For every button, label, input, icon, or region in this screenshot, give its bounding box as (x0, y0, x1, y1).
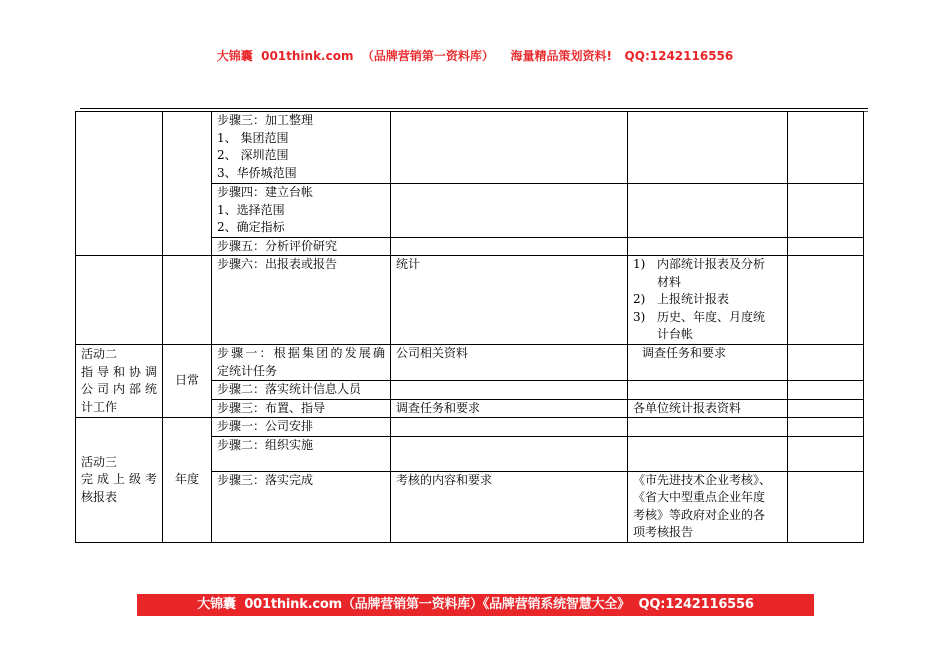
step-cell (212, 112, 391, 184)
activity-name-line: 核报表 (81, 489, 118, 504)
step-cell: 步骤三：落实完成 (212, 471, 391, 542)
freq-cell-empty (163, 256, 212, 345)
remark-cell (788, 399, 864, 418)
output-cell (628, 237, 788, 256)
step-line: 定统计任务 (217, 363, 278, 378)
remark-cell (788, 237, 864, 256)
step-cell: 步骤五：分析评价研究 (212, 237, 391, 256)
table-row (76, 345, 864, 381)
remark-cell (788, 112, 864, 184)
output-line: 《省大中型重点企业年度 (633, 490, 766, 504)
step-cell (212, 184, 391, 238)
activity2-name (76, 345, 163, 418)
step-cell: 步骤一：公司安排 (212, 418, 391, 437)
step-title: 步骤三：加工整理 (217, 113, 314, 127)
activity-name-line: 指导和协调 (81, 364, 157, 379)
input-cell (391, 237, 628, 256)
activity3-frequency: 年度 (163, 418, 212, 543)
step-cell: 步骤三：布置、指导 (212, 399, 391, 418)
step-cell: 步骤二：组织实施 (212, 436, 391, 471)
list-text: 内部统计报表及分析 (657, 257, 766, 271)
output-list-item (633, 256, 782, 291)
output-cell (628, 418, 788, 437)
activity-name-line: 活动三 (81, 454, 118, 469)
step-line: 2、确定指标 (217, 220, 285, 234)
freq-cell-empty (163, 112, 212, 256)
input-cell: 统计 (391, 256, 628, 345)
activity-name-line: 活动二 (81, 347, 118, 361)
table-row (76, 418, 864, 437)
activity-cell-empty (76, 256, 163, 345)
output-line: 考核》等政府对企业的各 (633, 507, 766, 522)
activity-name-line: 计工作 (81, 399, 118, 414)
remark-cell (788, 471, 864, 542)
input-cell: 公司相关资料 (391, 345, 628, 381)
activity-name-line: 公司内部统 (81, 382, 157, 396)
list-text: 历史、年度、月度统 (657, 309, 766, 324)
activity-cell-empty (76, 112, 163, 256)
step-line: 2、 深圳范围 (217, 148, 289, 162)
step-title: 步骤四：建立台帐 (217, 185, 314, 199)
header-rule (80, 108, 868, 109)
step-cell: 步骤二：落实统计信息人员 (212, 381, 391, 400)
list-number: 2) (633, 292, 646, 306)
output-cell (628, 112, 788, 184)
activity-table (75, 111, 864, 543)
output-cell (628, 184, 788, 238)
output-cell: 调查任务和要求 (628, 345, 788, 381)
footer-banner: 大锦囊 001think.com（品牌营销第一资料库）《品牌营销系统智慧大全》 QQ:1242116556 (137, 594, 814, 616)
remark-cell (788, 345, 864, 381)
step-line: 1、选择范围 (217, 202, 285, 217)
output-cell (628, 471, 788, 542)
output-cell (628, 256, 788, 345)
activity-name-line: 完成上级考 (81, 472, 157, 486)
input-cell (391, 184, 628, 238)
list-number: 3) (633, 309, 646, 324)
remark-cell (788, 381, 864, 400)
activity2-frequency: 日常 (163, 345, 212, 418)
table-row (76, 112, 864, 184)
output-line: 《市先进技术企业考核》、 (633, 472, 772, 487)
output-cell: 各单位统计报表资料 (628, 399, 788, 418)
remark-cell (788, 418, 864, 437)
remark-cell (788, 436, 864, 471)
step-line: 步骤一：根据集团的发展确 (217, 346, 385, 360)
header-banner: 大锦囊 001think.com （品牌营销第一资料库） 海量精品策划资料! QQ:1242116556 (216, 49, 734, 63)
input-cell (391, 418, 628, 437)
list-number: 1) (633, 257, 646, 271)
list-text: 上报统计报表 (657, 292, 730, 306)
step-cell: 步骤六：出报表或报告 (212, 256, 391, 345)
input-cell: 考核的内容和要求 (391, 471, 628, 542)
step-cell (212, 345, 391, 381)
remark-cell (788, 256, 864, 345)
table-row (76, 256, 864, 345)
input-cell (391, 381, 628, 400)
output-list-item (633, 309, 782, 344)
output-cell (628, 381, 788, 400)
output-list-item (633, 291, 782, 309)
remark-cell (788, 184, 864, 238)
step-line: 3、华侨城范围 (217, 165, 297, 180)
input-cell: 调查任务和要求 (391, 399, 628, 418)
activity3-name (76, 418, 163, 543)
output-cell (628, 436, 788, 471)
list-text: 计台帐 (657, 327, 694, 341)
input-cell (391, 436, 628, 471)
list-text: 材料 (657, 274, 682, 289)
output-line: 项考核报告 (633, 525, 694, 539)
input-cell (391, 112, 628, 184)
step-line: 1、 集团范围 (217, 130, 289, 145)
